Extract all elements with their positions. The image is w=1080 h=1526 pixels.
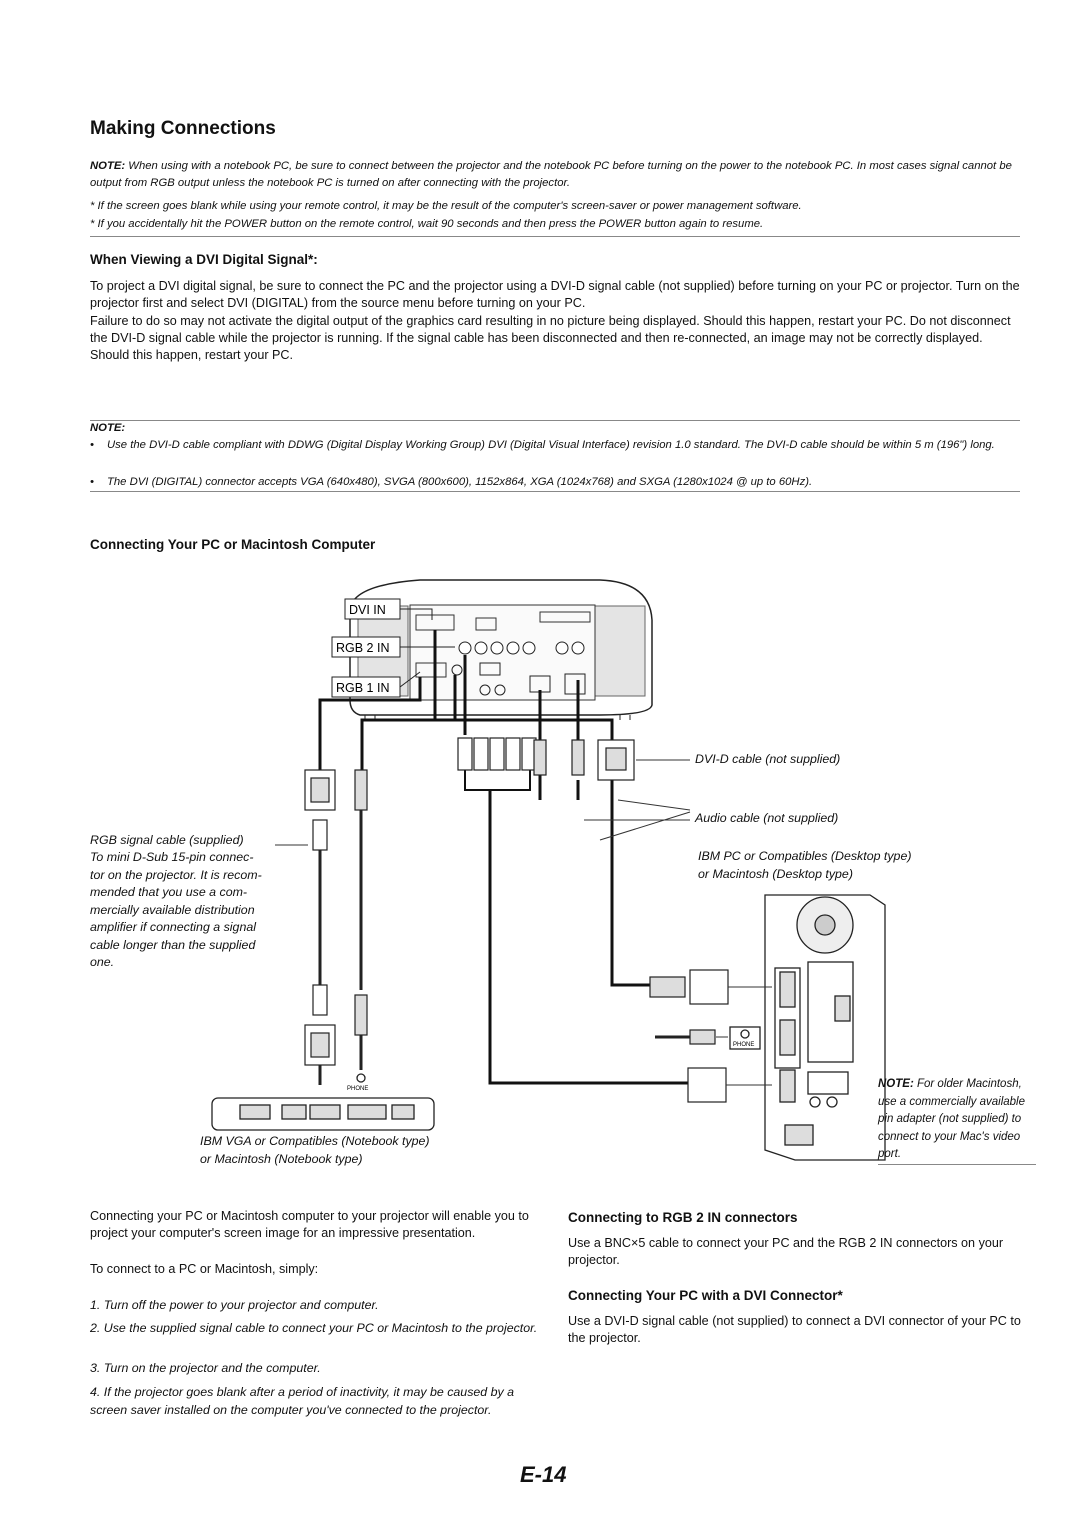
note-bullet: * If you accidentally hit the POWER button on the remote control, wait 90 seconds and then press the POWER button again to resume. — [90, 218, 764, 230]
notebook-label — [200, 1133, 430, 1168]
section-heading: When Viewing a DVI Digital Signal*: — [90, 252, 318, 267]
mac-note — [878, 1076, 1043, 1164]
divider — [878, 1164, 1036, 1165]
paragraph: Use a BNC×5 cable to connect your PC and the RGB 2 IN connectors on your projector. — [568, 1236, 1004, 1267]
mac-note-line: connect to your Mac's video — [878, 1130, 1021, 1143]
note-prefix: NOTE: — [90, 160, 126, 172]
mac-note-prefix: NOTE: — [878, 1078, 914, 1090]
note-bullet-text: The DVI (DIGITAL) connector accepts VGA (640x480), SVGA (800x600), 1152x864, XGA (1024x768) and SXGA (1280x1024 @ up to 60Hz). — [107, 476, 813, 488]
note-bullet-text: Use the DVI-D cable compliant with DDWG (Digital Display Working Group) DVI (Digital Visual Interface) revision 1.0 standard. The DVI-D cable should be within 5 m (196") long. — [107, 439, 995, 451]
audio-cable-label: Audio cable (not supplied) — [695, 811, 839, 825]
paragraph: Use a DVI-D signal cable (not supplied) to connect a DVI connector of your PC to the projector. — [568, 1314, 1021, 1345]
port-label-rgb2: RGB 2 IN — [336, 641, 390, 655]
mac-note-line: pin adapter (not supplied) to — [878, 1113, 1022, 1125]
desktop-label-line: or Macintosh (Desktop type) — [698, 866, 853, 881]
diagram-heading: Connecting Your PC or Macintosh Computer — [90, 537, 376, 552]
rgb-note-line: mercially available distribution — [90, 902, 255, 917]
rgb-note-line: amplifier if connecting a signal — [90, 920, 256, 934]
rgb-note-line: one. — [90, 955, 115, 969]
step-item: 4. If the projector goes blank after a period of inactivity, it may be caused by a screen saver installed on the computer you've connected to the projector. — [90, 1385, 515, 1417]
bullet-dot: • — [90, 439, 94, 451]
note-text: When using with a notebook PC, be sure to connect between the projector and the notebook PC before turning on the power to the notebook PC. In most cases signal cannot be output from RGB output unless the notebook PC is turned on after connecting with the projector. — [90, 160, 1012, 189]
rgb-note-line: tor on the projector. It is recom- — [90, 867, 262, 882]
rgb-cable-note — [90, 849, 290, 972]
notebook-label-line: or Macintosh (Notebook type) — [200, 1151, 363, 1166]
paragraph: Failure to do so may not activate the digital output of the graphics card resulting in no picture being displayed. Should this happen, restart your PC. Do not disconnect the DVI-D signal cable while the projector is running. If the signal cable has been disconnected and then re-connected, an image may not be correctly displayed. Should this happen, restart your PC. — [90, 314, 1011, 362]
section-heading: Connecting to RGB 2 IN connectors — [568, 1210, 798, 1225]
rgb-cable-label: RGB signal cable (supplied) — [90, 833, 244, 847]
step-item: 2. Use the supplied signal cable to connect your PC or Macintosh to the projector. — [90, 1321, 538, 1335]
phone-label: PHONE — [733, 1042, 755, 1048]
rgb-note-line: cable longer than the supplied — [90, 937, 256, 952]
bnc-plugs — [458, 738, 634, 780]
step-item: 1. Turn off the power to your projector and computer. — [90, 1298, 379, 1312]
desktop-illustration — [730, 895, 885, 1160]
intro-paragraph: To connect to a PC or Macintosh, simply: — [90, 1262, 319, 1276]
paragraph: To project a DVI digital signal, be sure to connect the PC and the projector using a DVI-D signal cable (not supplied) before turning on your PC or projector. Turn on the projector first and select DVI (DIGITAL) from the source menu before turning on your PC. — [90, 279, 1020, 310]
page-title: Making Connections — [90, 118, 276, 139]
desktop-label-line: IBM PC or Compatibles (Desktop type) — [698, 849, 912, 863]
phone-label: PHONE — [347, 1086, 369, 1092]
rgb-signal-cable — [305, 770, 367, 1085]
mac-note-line: use a commercially available — [878, 1095, 1026, 1108]
mac-note-line: port. — [878, 1148, 902, 1160]
dvi-cable-label: DVI-D cable (not supplied) — [695, 752, 841, 766]
rgb-note-line: To mini D-Sub 15-pin connec- — [90, 850, 254, 864]
notebook-illustration — [212, 1074, 434, 1130]
intro-paragraph: Connecting your PC or Macintosh computer to your projector will enable you to project your computer's screen image for an impressive presentation. — [90, 1209, 529, 1240]
desktop-label — [698, 848, 911, 883]
port-label-dvi: DVI IN — [349, 603, 386, 617]
note-bullet: * If the screen goes blank while using your remote control, it may be the result of the computer's screen-saver or power management software. — [90, 200, 802, 212]
page-number: E-14 — [520, 1462, 567, 1487]
note-label: NOTE: — [90, 422, 126, 434]
mac-note-line: For older Macintosh, — [913, 1078, 1022, 1090]
bullet-dot: • — [90, 476, 94, 488]
section-heading: Connecting Your PC with a DVI Connector* — [568, 1288, 843, 1303]
port-label-rgb1: RGB 1 IN — [336, 681, 390, 695]
rgb-note-line: mended that you use a com- — [90, 885, 248, 899]
notebook-label-line: IBM VGA or Compatibles (Notebook type) — [200, 1134, 430, 1148]
step-item: 3. Turn on the projector and the computer. — [90, 1361, 321, 1375]
